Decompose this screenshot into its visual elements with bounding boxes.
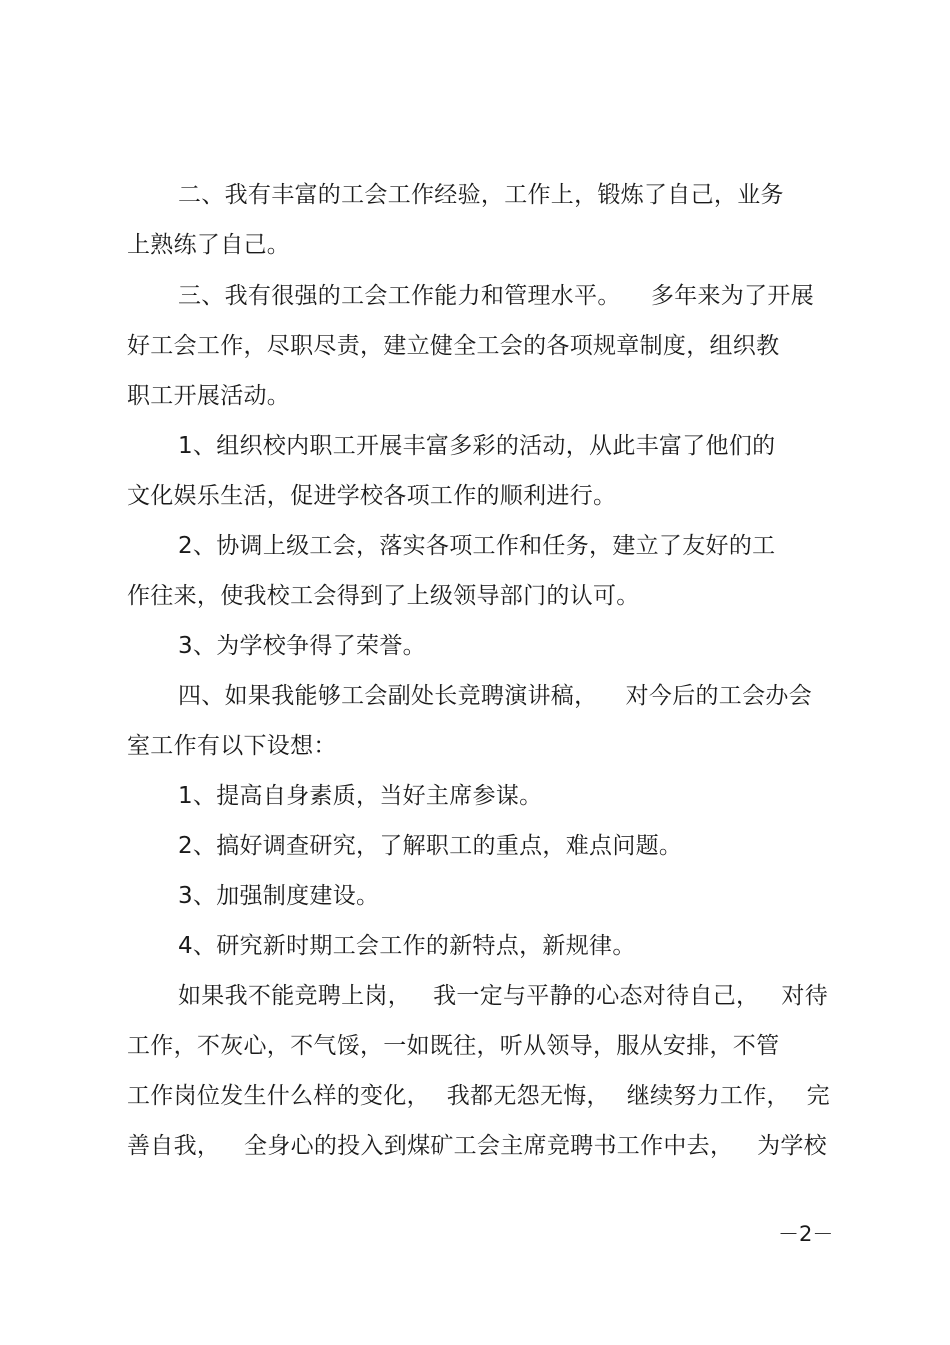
- text-segment: 我一定与平静的心态对待自己，: [433, 983, 760, 1009]
- text-line-17: [178, 981, 828, 1011]
- text-segment: 对今后的工会办会: [625, 683, 812, 709]
- text-segment: 工作岗位发生什么样的变化，: [127, 1083, 430, 1109]
- text-line-7: 文化娱乐生活，促进学校各项工作的顺利进行。: [127, 483, 617, 509]
- text-segment: 四、如果我能够工会副处长竞聘演讲稿，: [178, 683, 598, 709]
- text-segment: 我都无怨无悔，: [446, 1083, 610, 1109]
- text-segment: 为学校: [757, 1133, 827, 1159]
- text-line-12: 室工作有以下设想：: [127, 733, 337, 759]
- text-segment: 三、我有很强的工会工作能力和管理水平。: [178, 283, 621, 309]
- text-line-9: 作往来，使我校工会得到了上级领导部门的认可。: [127, 583, 640, 609]
- text-line-1: 二、我有丰富的工会工作经验，工作上，锻炼了自己，业务: [178, 182, 784, 208]
- text-segment: 如果我不能竞聘上岗，: [178, 983, 411, 1009]
- text-line-20: [127, 1131, 827, 1161]
- text-line-16: 4、研究新时期工会工作的新特点，新规律。: [178, 933, 636, 959]
- text-segment: 全身心的投入到煤矿工会主席竞聘书工作中去，: [243, 1133, 734, 1159]
- text-line-14: 2、搞好调查研究，了解职工的重点，难点问题。: [178, 833, 683, 859]
- text-segment: 善自我，: [127, 1133, 221, 1159]
- text-line-15: 3、加强制度建设。: [178, 883, 380, 909]
- text-line-2: 上熟练了自己。: [127, 232, 291, 258]
- text-line-4: 好工会工作，尽职尽责，建立健全工会的各项规章制度，组织教: [127, 333, 780, 359]
- text-line-18: 工作，不灰心，不气馁，一如既往，听从领导，服从安排，不管: [127, 1033, 780, 1059]
- text-segment: 多年来为了开展: [650, 283, 814, 309]
- text-line-13: 1、提高自身素质，当好主席参谋。: [178, 783, 543, 809]
- text-segment: 对待: [781, 983, 828, 1009]
- text-segment: 完: [806, 1083, 830, 1109]
- text-line-11: [178, 681, 812, 711]
- page-number: －2－: [778, 1222, 834, 1246]
- text-line-10: 3、为学校争得了荣誉。: [178, 633, 426, 659]
- text-line-3: [178, 281, 814, 311]
- text-line-5: 职工开展活动。: [127, 383, 291, 409]
- text-line-8: 2、协调上级工会，落实各项工作和任务，建立了友好的工: [178, 533, 776, 559]
- text-line-6: 1、组织校内职工开展丰富多彩的活动，从此丰富了他们的: [178, 433, 776, 459]
- text-segment: 继续努力工作，: [626, 1083, 790, 1109]
- text-line-19: [127, 1081, 830, 1111]
